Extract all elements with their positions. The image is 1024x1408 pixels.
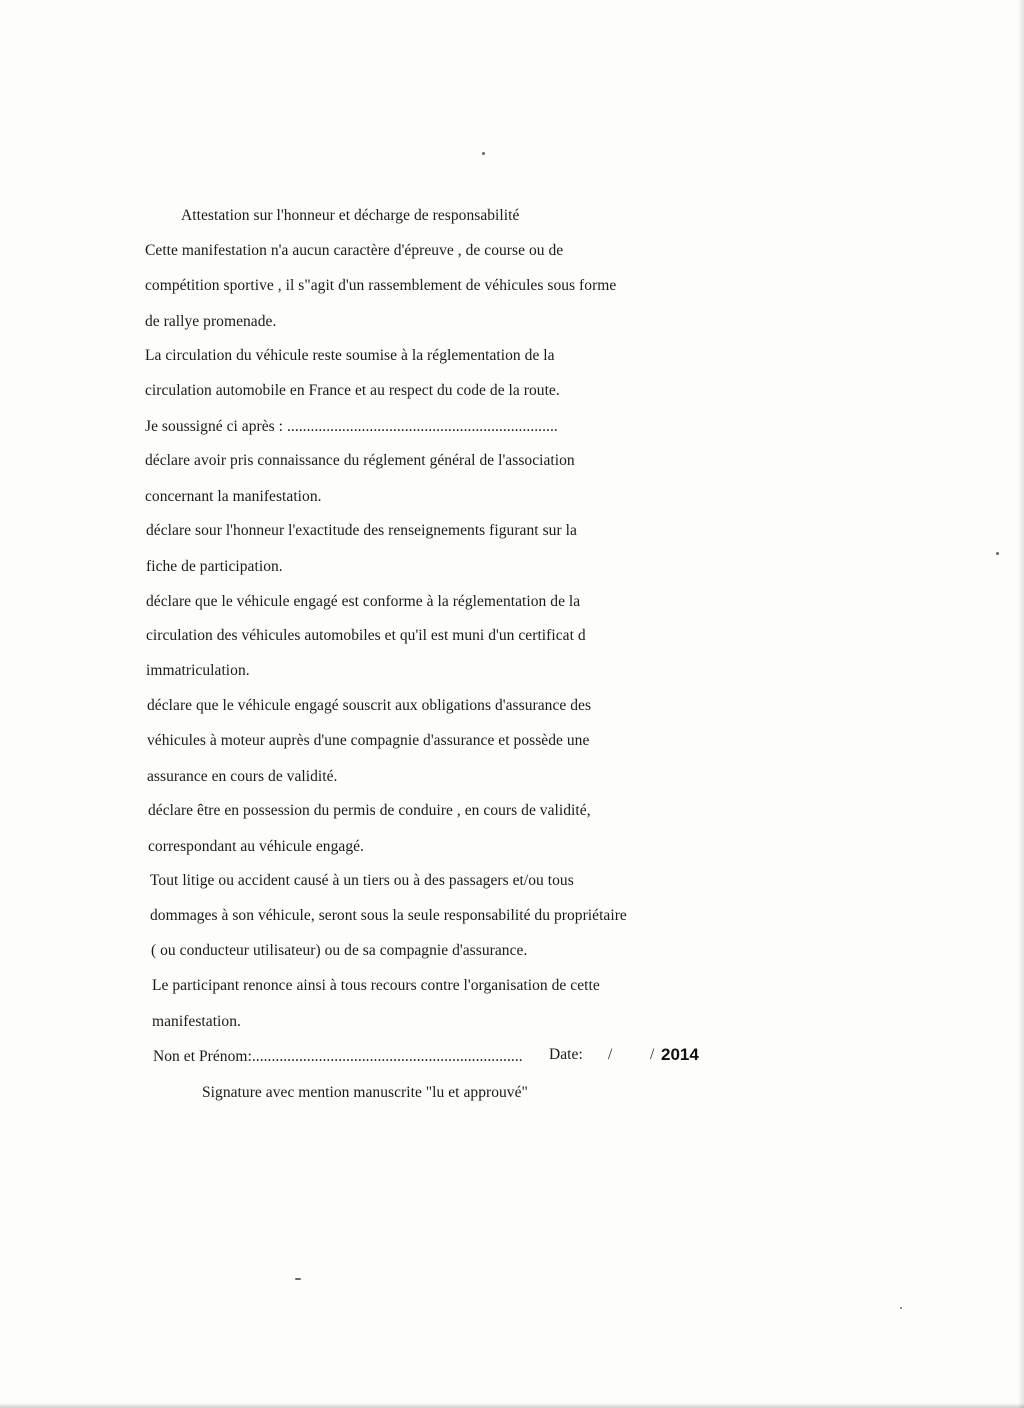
date-label: Date: (549, 1046, 583, 1063)
body-line: déclare que le véhicule engagé est conforme à la réglementation de la (146, 593, 581, 610)
body-line: immatriculation. (146, 662, 250, 679)
body-line: déclare sour l'honneur l'exactitude des renseignements figurant sur la (146, 522, 577, 539)
document-title: Attestation sur l'honneur et décharge de responsabilité (181, 207, 520, 224)
name-field: Non et Prénom:..................................................................... (153, 1048, 523, 1065)
date-slash: / (650, 1046, 655, 1063)
date-slash: / (608, 1046, 613, 1063)
body-line: correspondant au véhicule engagé. (148, 838, 364, 855)
body-line: concernant la manifestation. (145, 488, 322, 505)
signature-instruction: Signature avec mention manuscrite "lu et approuvé" (202, 1084, 528, 1101)
scan-speck (482, 152, 485, 155)
scan-speck (996, 552, 999, 555)
body-line: Le participant renonce ainsi à tous recours contre l'organisation de cette (152, 977, 600, 994)
body-line: de rallye promenade. (145, 313, 277, 330)
body-line: ( ou conducteur utilisateur) ou de sa compagnie d'assurance. (151, 942, 528, 959)
body-line: déclare avoir pris connaissance du réglement général de l'association (145, 452, 575, 469)
body-line: circulation automobile en France et au respect du code de la route. (145, 382, 560, 399)
body-line: circulation des véhicules automobiles et qu'il est muni d'un certificat d (146, 627, 586, 644)
body-line: déclare être en possession du permis de conduire , en cours de validité, (148, 802, 591, 819)
body-line: compétition sportive , il s"agit d'un rassemblement de véhicules sous forme (145, 277, 617, 294)
body-line: véhicules à moteur auprès d'une compagnie d'assurance et possède une (147, 732, 590, 749)
body-line: dommages à son véhicule, seront sous la seule responsabilité du propriétaire (150, 907, 627, 924)
scan-edge-bottom (0, 1403, 1024, 1408)
body-line: assurance en cours de validité. (147, 768, 338, 785)
body-line: manifestation. (152, 1013, 241, 1030)
body-line: Tout litige ou accident causé à un tiers ou à des passagers et/ou tous (150, 872, 574, 889)
scan-speck (295, 1278, 301, 1280)
scan-edge-right (1018, 0, 1024, 1408)
body-line: fiche de participation. (146, 558, 283, 575)
body-line: déclare que le véhicule engagé souscrit aux obligations d'assurance des (147, 697, 592, 714)
undersigned-field: Je soussigné ci après : ..................................................................... (145, 418, 558, 435)
body-line: Cette manifestation n'a aucun caractère d'épreuve , de course ou de (145, 242, 564, 259)
scan-speck (900, 1307, 902, 1309)
body-line: La circulation du véhicule reste soumise à la réglementation de la (145, 347, 555, 364)
date-year: 2014 (661, 1045, 699, 1064)
